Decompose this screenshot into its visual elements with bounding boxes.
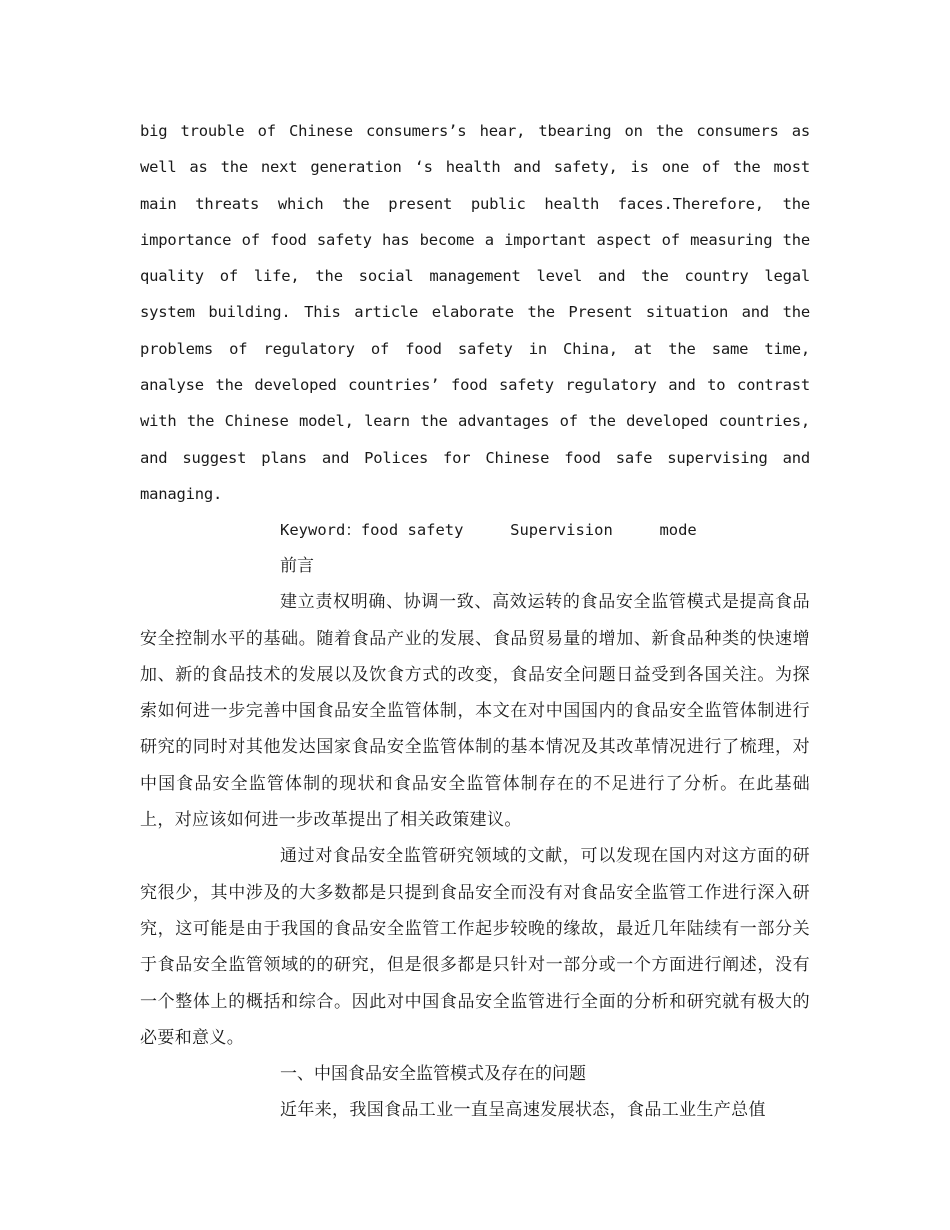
preface-heading: 前言 bbox=[280, 556, 314, 577]
keywords-line: Keyword：food safety Supervision mode bbox=[280, 521, 697, 540]
preface-paragraph-2: 通过对食品安全监管研究领域的文献，可以发现在国内对这方面的研究很少，其中涉及的大多数都是只提到食品安全而没有对食品安全监管工作进行深入研究，这可能是由于我国的食品安全监管工作起步较晚的缘故，最近几年陆续有一部分关于食品安全监管领域的的研究，但是很多都是只针对一部分或一个方面进行阐述，没有一个整体上的概括和综合。因此对中国食品安全监管进行全面的分析和研究就有极大的必要和意义。 bbox=[140, 846, 810, 1048]
section-1-heading: 一、中国食品安全监管模式及存在的问题 bbox=[280, 1064, 586, 1085]
preface-paragraph-1: 建立责权明确、协调一致、高效运转的食品安全监管模式是提高食品安全控制水平的基础。随着食品产业的发展、食品贸易量的增加、新食品种类的快速增加、新的食品技术的发展以及饮食方式的改变，食品安全问题日益受到各国关注。为探索如何进一步完善中国食品安全监管体制，本文在对中国国内的食品安全监管体制进行研究的同时对其他发达国家食品安全监管体制的基本情况及其改革情况进行了梳理，对中国食品安全监管体制的现状和食品安全监管体制存在的不足进行了分析。在此基础上，对应该如何进一步改革提出了相关政策建议。 bbox=[140, 592, 810, 831]
section-1-paragraph-1: 近年来，我国食品工业一直呈高速发展状态，食品工业生产总值 bbox=[280, 1100, 766, 1121]
document-page bbox=[140, 113, 810, 1128]
english-abstract-text: big trouble of Chinese consumers’s hear, tbearing on the consumers as well as the next generation ‘s health and safety, is one of the most main threats which the present public health faces.Therefore, the importance of food safety has become a important aspect of measuring the quality of life, the social management level and the country legal system building. This article elaborate the Present situation and the problems of regulatory of food safety in China, at the same time, analyse the developed countries’ food safety regulatory and to contrast with the Chinese model, learn the advantages of the developed countries, and suggest plans and Polices for Chinese food safe supervising and managing. bbox=[140, 122, 810, 503]
